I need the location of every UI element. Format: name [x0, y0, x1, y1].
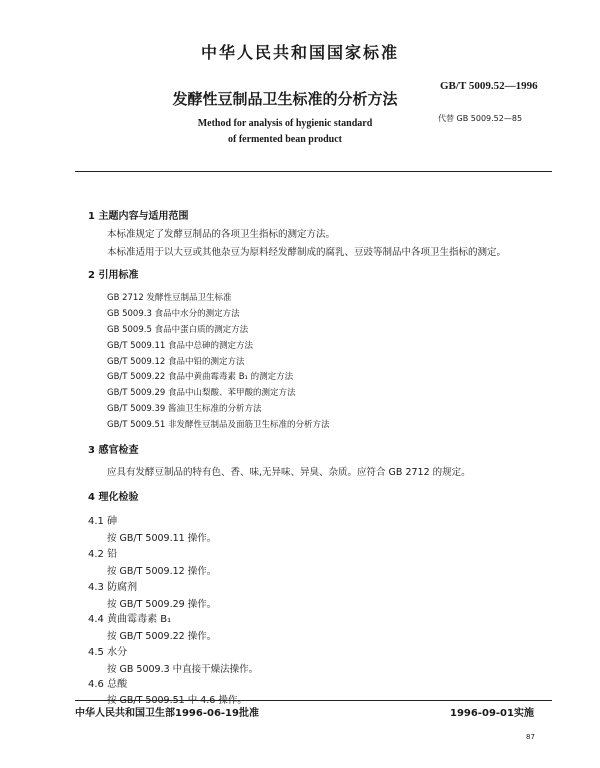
reference-item: GB 5009.3 食品中水分的测定方法: [107, 309, 240, 319]
page-number: 87: [526, 733, 535, 741]
section-3-paragraph: 应具有发酵豆制品的特有色、香、味,无异味、异臭、杂质。应符合 GB 2712 的规定。: [107, 467, 471, 478]
replaces-standard: 代替 GB 5009.52—85: [438, 114, 523, 123]
effective-date: 1996-09-01实施: [450, 708, 534, 719]
reference-item: GB/T 5009.22 食品中黄曲霉毒素 B₁ 的测定方法: [107, 372, 294, 382]
subsection-4-4-heading: 4.4 黄曲霉毒素 B₁: [88, 614, 172, 625]
section-4-heading: 4 理化检验: [88, 492, 139, 503]
subsection-4-5-heading: 4.5 水分: [88, 647, 128, 658]
subsection-4-1-heading: 4.1 砷: [88, 516, 118, 527]
reference-item: GB/T 5009.11 食品中总砷的测定方法: [107, 341, 254, 351]
subsection-4-1-body: 按 GB/T 5009.11 操作。: [107, 533, 217, 544]
reference-item: GB/T 5009.12 食品中铅的测定方法: [107, 357, 245, 367]
document-title-chinese: 发酵性豆制品卫生标准的分析方法: [172, 90, 398, 108]
reference-item: GB 5009.5 食品中蛋白质的测定方法: [107, 325, 249, 335]
section-1-paragraph-2: 本标准适用于以大豆或其他杂豆为原料经发酵制成的腐乳、豆豉等制品中各项卫生指标的测定。: [107, 247, 507, 258]
section-1-heading: 1 主题内容与适用范围: [88, 211, 189, 222]
subsection-4-2-heading: 4.2 铅: [88, 549, 118, 560]
document-title-english-line-2: of fermented bean product: [228, 134, 342, 145]
reference-item: GB/T 5009.51 非发酵性豆制品及面筋卫生标准的分析方法: [107, 420, 330, 430]
section-3-heading: 3 感官检查: [88, 445, 139, 456]
footer-divider: [75, 700, 552, 701]
reference-item: GB/T 5009.39 酱油卫生标准的分析方法: [107, 404, 262, 414]
approval-statement: 中华人民共和国卫生部1996-06-19批准: [75, 708, 259, 719]
subsection-4-3-heading: 4.3 防腐剂: [88, 582, 138, 593]
standard-number: GB/T 5009.52—1996: [440, 80, 538, 92]
reference-item: GB 2712 发酵性豆制品卫生标准: [107, 293, 232, 303]
section-2-heading: 2 引用标准: [88, 270, 139, 281]
subsection-4-5-body: 按 GB 5009.3 中直接干燥法操作。: [107, 664, 259, 675]
national-standard-header: 中华人民共和国国家标准: [200, 43, 399, 62]
header-divider: [75, 171, 552, 172]
subsection-4-2-body: 按 GB/T 5009.12 操作。: [107, 566, 217, 577]
reference-item: GB/T 5009.29 食品中山梨酸、苯甲酸的测定方法: [107, 388, 296, 398]
document-title-english-line-1: Method for analysis of hygienic standard: [197, 118, 373, 129]
subsection-4-6-heading: 4.6 总酸: [88, 679, 128, 690]
subsection-4-4-body: 按 GB/T 5009.22 操作。: [107, 631, 217, 642]
section-1-paragraph-1: 本标准规定了发酵豆制品的各项卫生指标的测定方法。: [107, 229, 336, 240]
subsection-4-3-body: 按 GB/T 5009.29 操作。: [107, 599, 217, 610]
